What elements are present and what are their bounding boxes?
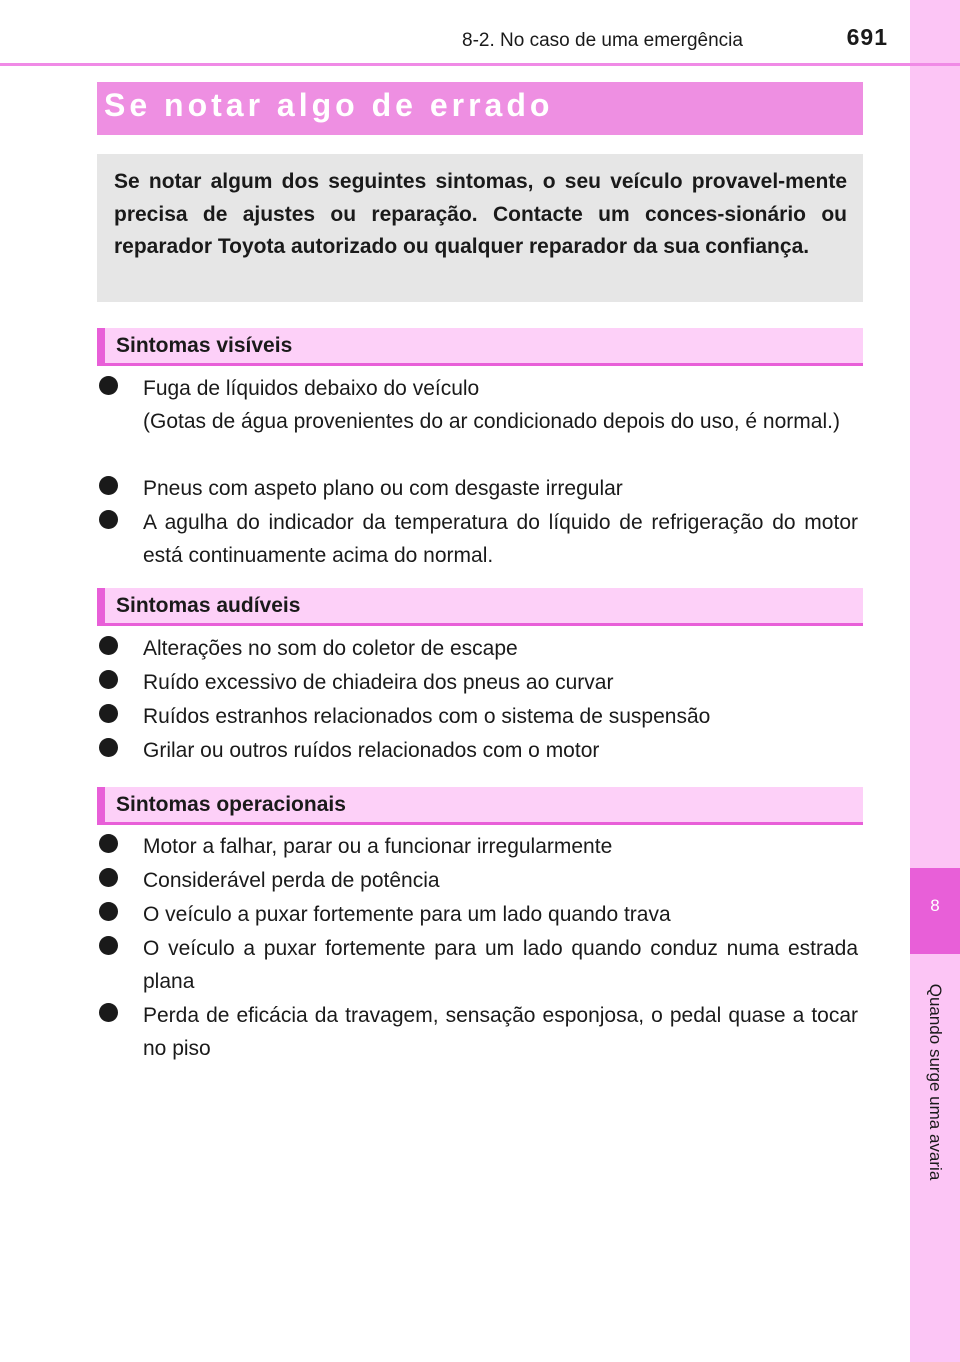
list-item-text: Motor a falhar, parar ou a funcionar irregularmente [143,835,613,858]
list-item-text: Ruído excessivo de chiadeira dos pneus ao curvar [143,671,614,694]
bullet-icon [99,738,118,757]
list-item-text: A agulha do indicador da temperatura do líquido de refrigeração do motor está continuamente acima do normal. [143,511,858,567]
section-header-audible [97,588,863,626]
list-item-text: Ruídos estranhos relacionados com o sistema de suspensão [143,705,711,728]
bullet-icon [99,476,118,495]
bullet-icon [99,376,118,395]
bullet-icon [99,936,118,955]
bullet-icon [99,636,118,655]
chapter-number: 8 [930,896,940,915]
list-item-note: (Gotas de água provenientes do ar condicionado depois do uso, é normal.) [143,409,840,433]
section-header-visible [97,328,863,366]
chapter-title: Quando surge uma avaria [926,983,945,1181]
section-title: Sintomas visíveis [116,334,293,357]
bullet-icon [99,1003,118,1022]
bullet-icon [99,704,118,723]
list-item [98,473,858,506]
bullet-icon [99,834,118,853]
list-item-text: Grilar ou outros ruídos relacionados com o motor [143,739,600,762]
section-header-operational [97,787,863,825]
section-title: Sintomas audíveis [116,594,301,617]
bullet-icon [99,670,118,689]
section-title: Sintomas operacionais [116,793,346,816]
list-item-text: Pneus com aspeto plano ou com desgaste irregular [143,477,623,500]
list-item [98,701,858,734]
list-item [98,1000,858,1065]
list-item [98,865,858,898]
list-item-text: O veículo a puxar fortemente para um lado quando conduz numa estrada plana [143,937,858,993]
page-number: 691 [846,24,888,50]
page-title: Se notar algo de errado [104,87,554,123]
list-item [98,373,858,438]
header-rule [0,63,960,66]
list-item-text: Considerável perda de potência [143,869,440,892]
bullet-icon [99,510,118,529]
bullet-icon [99,902,118,921]
list-item [98,507,858,572]
list-item [98,899,858,932]
list-item [98,831,858,864]
list-item [98,633,858,666]
list-item [98,667,858,700]
list-item [98,735,858,768]
bullet-icon [99,868,118,887]
list-item-text: O veículo a puxar fortemente para um lado quando trava [143,903,671,926]
intro-text: Se notar algum dos seguintes sintomas, o seu veículo provavel-mente precisa de ajustes ou reparação. Contacte um conces-sionário ou reparador Toyota autorizado ou qualquer reparador da sua confiança. [114,170,847,258]
list-item-text: Alterações no som do coletor de escape [143,637,518,660]
list-item [98,933,858,998]
intro-box [97,154,863,302]
list-item-text: Perda de eficácia da travagem, sensação esponjosa, o pedal quase a tocar no piso [143,1004,858,1060]
running-header: 8-2. No caso de uma emergência [462,30,743,51]
list-item-text: Fuga de líquidos debaixo do veículo [143,377,480,400]
